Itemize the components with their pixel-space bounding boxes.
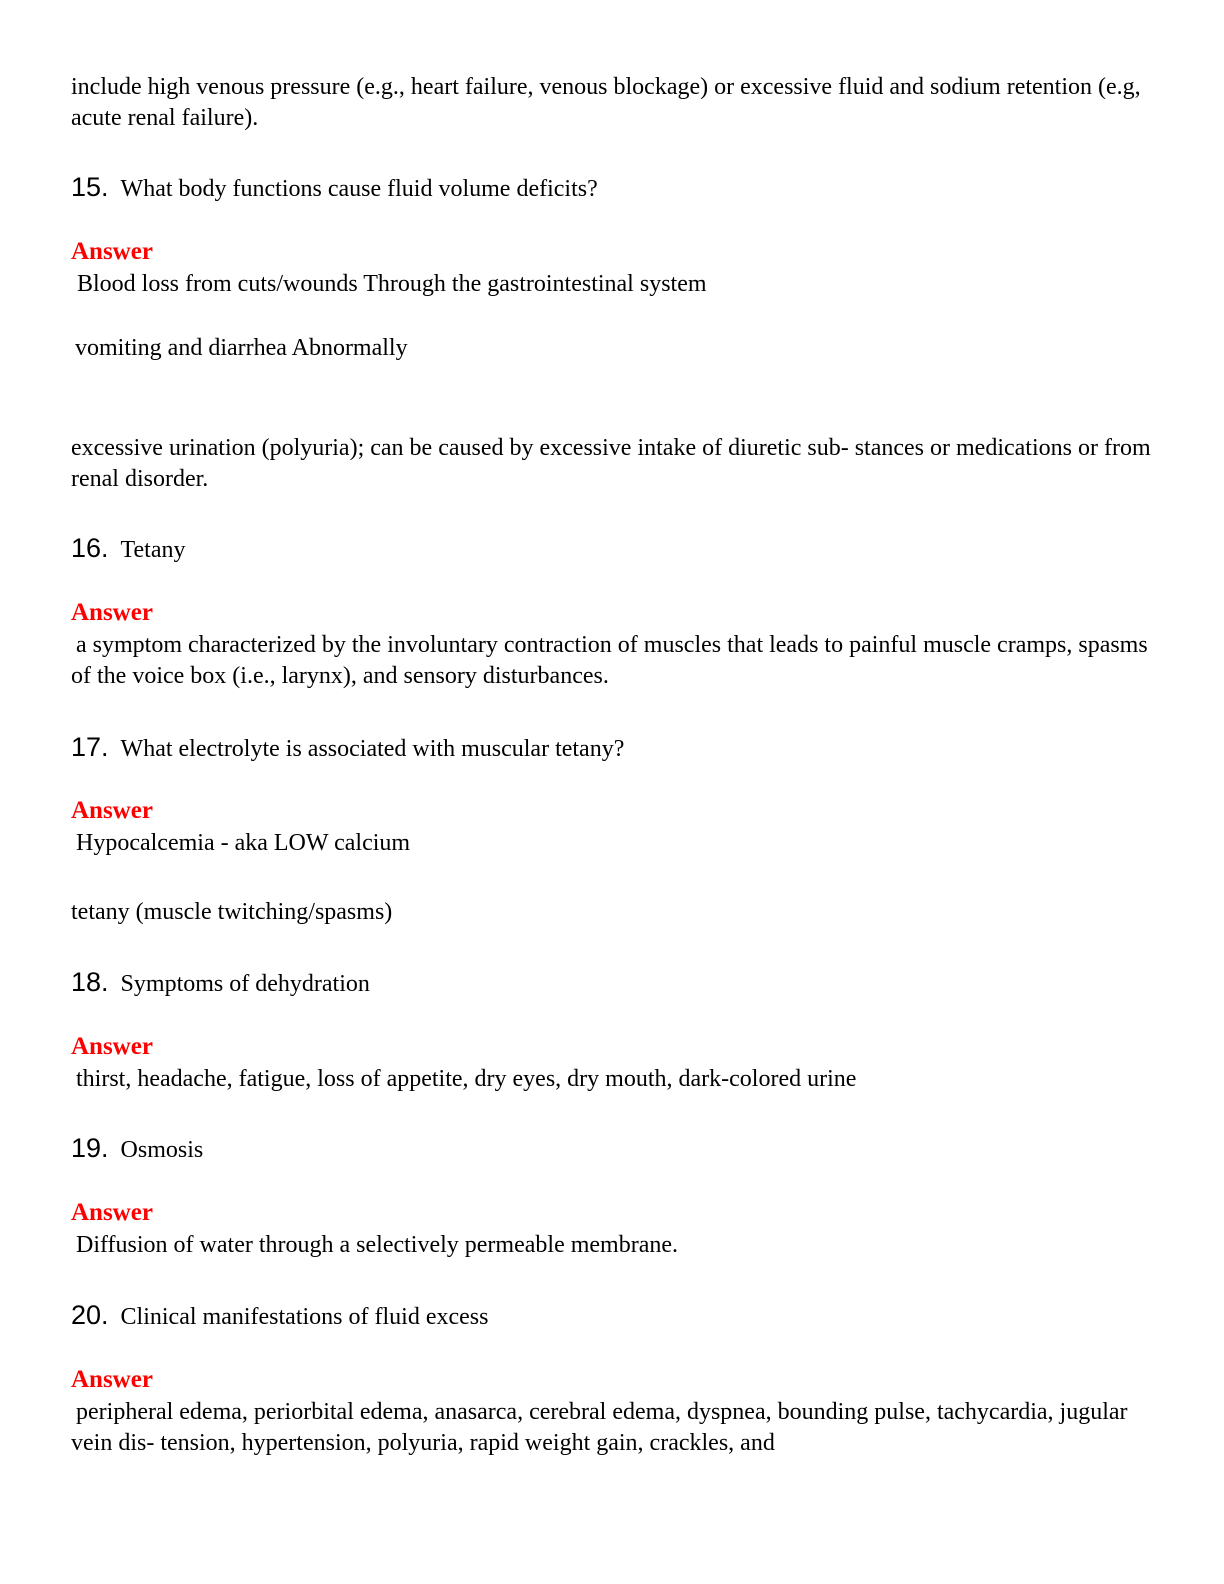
question-15: [71, 172, 1151, 206]
question-number: 15.: [71, 172, 109, 202]
answer-label: Answer: [71, 238, 153, 265]
answer-label: Answer: [71, 1033, 153, 1060]
answer-label: Answer: [71, 599, 153, 626]
question-19: [71, 1133, 1151, 1167]
question-number: 16.: [71, 533, 109, 563]
question-18: [71, 967, 1151, 1001]
answer-text: tetany (muscle twitching/spasms): [71, 899, 393, 925]
answer-text: a symptom characterized by the involuntary contraction of muscles that leads to painful muscle cramps, spasms of the voice box (i.e., larynx), and sensory disturbances.: [71, 632, 1148, 689]
answer-text: excessive urination (polyuria); can be caused by excessive intake of diuretic sub- stances or medications or from renal disorder.: [71, 435, 1151, 492]
answer-text: vomiting and diarrhea Abnormally: [75, 335, 408, 361]
question-number: 20.: [71, 1300, 109, 1330]
question-20: [71, 1300, 1151, 1334]
answer-text: Diffusion of water through a selectively permeable membrane.: [76, 1232, 679, 1258]
answer-text: thirst, headache, fatigue, loss of appetite, dry eyes, dry mouth, dark-colored urine: [76, 1066, 857, 1092]
question-text: Clinical manifestations of fluid excess: [120, 1304, 489, 1330]
question-number: 19.: [71, 1133, 109, 1163]
intro-paragraph: include high venous pressure (e.g., heart failure, venous blockage) or excessive fluid and sodium retention (e.g, acute renal failure).: [71, 74, 1141, 131]
answer-label: Answer: [71, 1366, 153, 1393]
question-text: What body functions cause fluid volume deficits?: [120, 176, 598, 202]
question-17: [71, 732, 1151, 766]
answer-text: Blood loss from cuts/wounds Through the gastrointestinal system: [77, 271, 707, 297]
question-text: Tetany: [120, 537, 186, 563]
answer-text: peripheral edema, periorbital edema, anasarca, cerebral edema, dyspnea, bounding pulse, tachycardia, jugular vein dis- tension, hypertension, polyuria, rapid weight gain, crackles, and: [71, 1399, 1128, 1456]
question-text: Osmosis: [120, 1137, 204, 1163]
question-16: [71, 533, 1151, 567]
question-text: What electrolyte is associated with muscular tetany?: [120, 736, 625, 762]
question-number: 18.: [71, 967, 109, 997]
answer-label: Answer: [71, 1199, 153, 1226]
answer-text: Hypocalcemia - aka LOW calcium: [76, 830, 411, 856]
answer-label: Answer: [71, 797, 153, 824]
question-number: 17.: [71, 732, 109, 762]
question-text: Symptoms of dehydration: [120, 971, 370, 997]
